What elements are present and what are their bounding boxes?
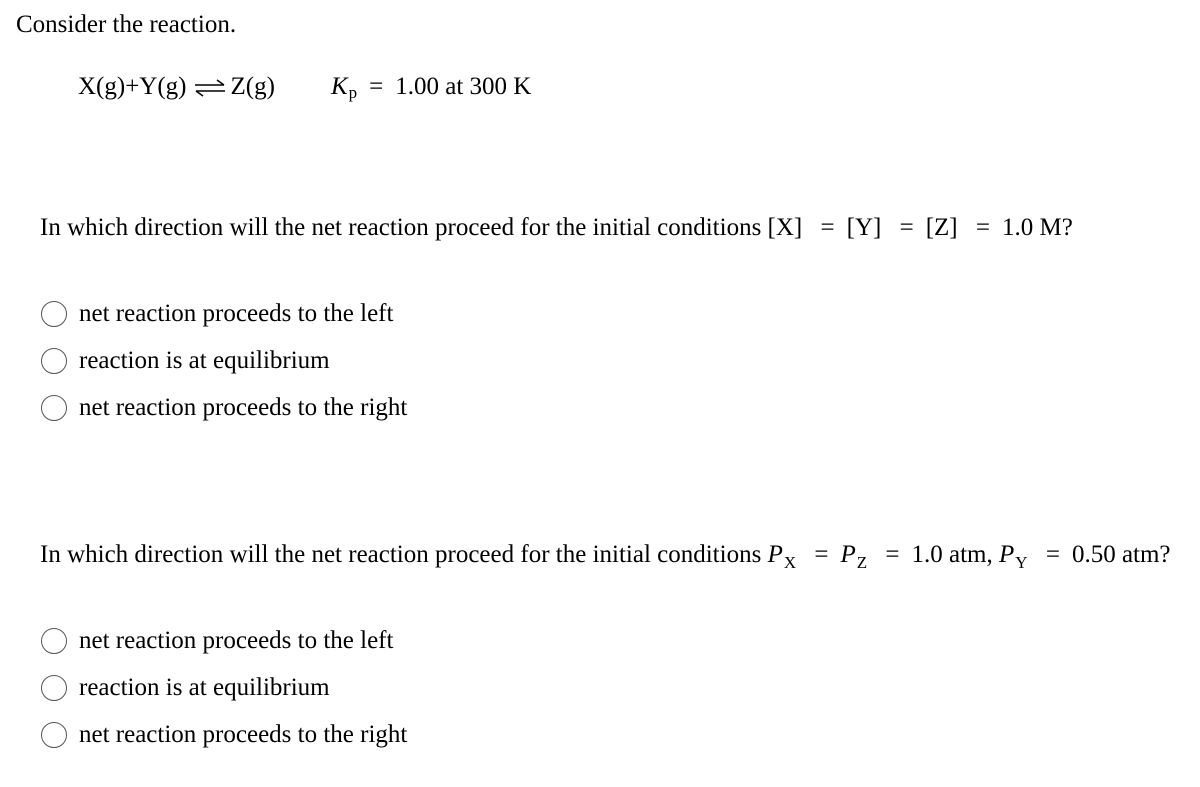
pressure-value-2: 0.50 atm? [1071,541,1171,568]
equals-sign: = [899,214,914,241]
option-label: net reaction proceeds to the right [79,720,408,748]
q2-option-left[interactable] [40,617,407,664]
radio-button[interactable] [41,348,67,374]
pressure-symbol: P [999,541,1015,568]
pressure-subscript-z: Z [856,553,868,572]
q1-option-right[interactable] [40,384,407,431]
question-2-prefix: In which direction will the net reaction proceed for the initial conditions [40,541,762,568]
pressure-symbol: P [840,541,856,568]
equals-sign: = [885,541,900,568]
q2-option-right[interactable] [40,711,407,758]
q1-option-equilibrium[interactable] [40,337,407,384]
equilibrium-arrows-icon [193,79,227,97]
conc-z: [Z] [925,214,958,241]
radio-button[interactable] [41,395,67,421]
option-label: net reaction proceeds to the left [79,299,394,327]
question-1-text [40,210,1073,246]
equals-sign: = [814,541,829,568]
pressure-symbol: P [767,541,783,568]
equals-sign: = [975,214,990,241]
radio-button[interactable] [41,628,67,654]
option-label: net reaction proceeds to the left [79,626,394,654]
intro-text: Consider the reaction. [16,11,237,38]
equals-sign: = [1045,541,1060,568]
q1-option-left[interactable] [40,290,407,337]
question-1-prefix: In which direction will the net reaction proceed for the initial conditions [X] [40,214,803,241]
q2-option-equilibrium[interactable] [40,664,407,711]
k-symbol: K [330,73,348,100]
option-label: net reaction proceeds to the right [79,393,408,421]
question-2-text [40,537,1171,575]
reactants: X(g)+Y(g) [78,73,187,100]
equals-sign: = [820,214,835,241]
radio-button[interactable] [41,722,67,748]
k-subscript: p [348,83,358,102]
question-2-options [40,617,407,758]
pressure-subscript-x: X [783,553,797,572]
radio-button[interactable] [41,675,67,701]
option-label: reaction is at equilibrium [79,346,330,374]
pressure-value-1: 1.0 atm, [911,541,993,568]
conc-value: 1.0 M? [1001,214,1073,241]
option-label: reaction is at equilibrium [79,673,330,701]
question-1-options [40,290,407,431]
pressure-subscript-y: Y [1015,553,1028,572]
k-value: 1.00 at 300 K [395,73,532,100]
product: Z(g) [230,73,275,100]
equals-sign: = [369,73,384,100]
radio-button[interactable] [41,301,67,327]
reaction-equation [78,68,531,106]
conc-y: [Y] [846,214,882,241]
